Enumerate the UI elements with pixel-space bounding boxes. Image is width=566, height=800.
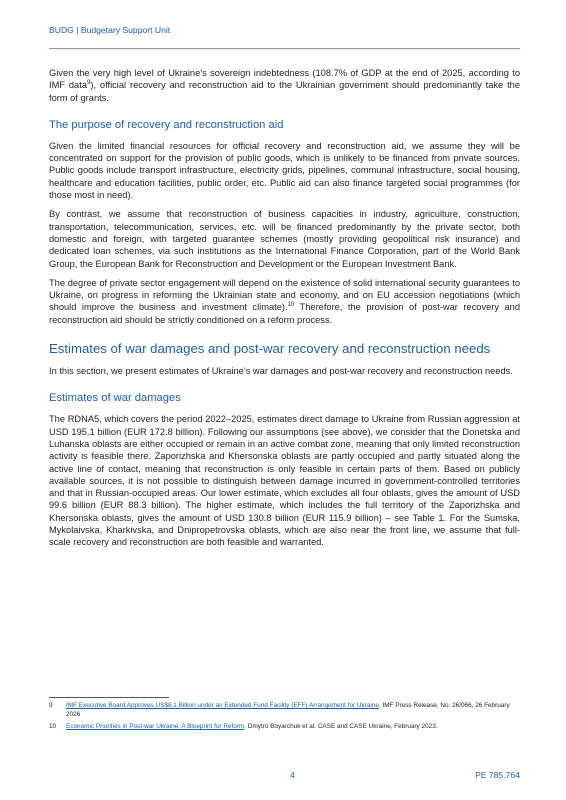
footnote-10-text: , Dmytro Boyarchuk et al. CASE and CASE Ukraine, February 2023. bbox=[244, 723, 438, 731]
page-number: 4 bbox=[290, 770, 295, 780]
footnote-10-link[interactable]: Economic Priorities in Post-war Ukraine: A Blueprint for Reform bbox=[66, 723, 245, 731]
footnote-9 bbox=[49, 702, 520, 719]
section-heading-estimates: Estimates of war damages and post-war recovery and reconstruction needs bbox=[49, 341, 491, 357]
estimates-intro-paragraph: In this section, we present estimates of Ukraine’s war damages and post-war recovery and reconstruction needs. bbox=[49, 366, 513, 377]
section-heading-purpose: The purpose of recovery and reconstruction aid bbox=[49, 118, 284, 131]
footnote-ref-10[interactable]: 10 bbox=[287, 302, 295, 309]
footnote-9-link[interactable]: IMF Executive Board Approves US$8.1 Billion under an Extended Fund Facility (EFF) Arrangement for Ukraine bbox=[66, 702, 379, 709]
war-damages-paragraph: The RDNA5, which covers the period 2022–2025, estimates direct damage to Ukraine from Russian aggression at USD 195.1 billion (EUR 172.8 billion). Following our assumptions (see above), we consider that the Donetska and Luhanska oblasts are either occupied or remain in an active combat zone, meaning that only limited reconstruction activity is feasible there. Zaporizhska and Khersonska oblasts are partly occupied and partly situated along the active line of contact, meaning that reconstruction is only feasible in certain parts of them. Based on publicly available sources, it is not possible to distinguish between damage incurred in government-controlled territories and that in Russian-occupied areas. Our lower estimate, which excludes all four oblasts, gives the amount of USD 99.6 billion (EUR 88.3 billion). The higher estimate, which includes the full territory of the Zaporizhska and Khersonska oblasts, gives the amount of USD 130.8 billion (EUR 115.9 billion) – see Table 1. For the Sumska, Mykolaivska, Kharkivska, and Dnipropetrovska oblasts, which are also near the front line, we assume that full-scale recovery and reconstruction are both feasible and warranted. bbox=[49, 414, 520, 548]
intro-paragraph: Given the very high level of Ukraine’s sovereign indebtedness (108.7% of GDP at the end of 2025, according to IMF data$^9$), official recovery and reconstruction aid to the Ukrainian government should predominantly take the form of grants. bbox=[49, 68, 521, 103]
subsection-heading-war-damages: Estimates of war damages bbox=[49, 392, 181, 405]
main-content bbox=[49, 67, 520, 556]
footnotes bbox=[49, 702, 520, 736]
document-id: PE 785.764 bbox=[475, 770, 520, 780]
footnote-ref-9[interactable]: 9 bbox=[87, 80, 91, 87]
purpose-paragraph-2: By contrast, we assume that reconstruction of business capacities in industry, agriculture, construction, transportation, telecommunication, services, etc. will be financed predominantly by the private sector, both domestic and foreign, with targeted guarantee schemes (mostly providing geopolitical risk insurance) and dedicated loan schemes, via such institutions as the International Finance Corporation, part of the World Bank Group, the European Bank for Reconstruction and Development or the European Investment Bank. bbox=[49, 209, 520, 269]
footnote-number: 10 bbox=[49, 723, 57, 731]
footnote-number: 9 bbox=[49, 702, 53, 709]
running-header: BUDG | Budgetary Support Unit bbox=[49, 25, 171, 35]
purpose-paragraph-1: Given the limited financial resources for official recovery and reconstruction aid, we assume they will be concentrated on support for the provision of public goods, which is unlikely to be financed from private sources. Public goods include transport infrastructure, electricity grids, pipelines, communal infrastructure, social housing, healthcare and education facilities, public order, etc. Public aid can also finance targeted social programmes (for those most in need). bbox=[49, 140, 520, 201]
purpose-paragraph-3: The degree of private sector engagement will depend on the existence of solid international security guarantees to Ukraine, on progress in reforming the Ukrainian state and economy, and on EU accession negotiations (which should improve the business and investment climate).$^{10}$ Therefore, the provision of post-war recovery and reconstruction aid should be strictly conditioned on a reform process. bbox=[49, 277, 520, 325]
footnote-10 bbox=[49, 723, 520, 732]
header-divider bbox=[49, 48, 520, 49]
footnote-9-text: , IMF Press Release, No. 26/066, 26 February 2026 bbox=[66, 702, 510, 718]
footnote-divider bbox=[49, 697, 169, 698]
